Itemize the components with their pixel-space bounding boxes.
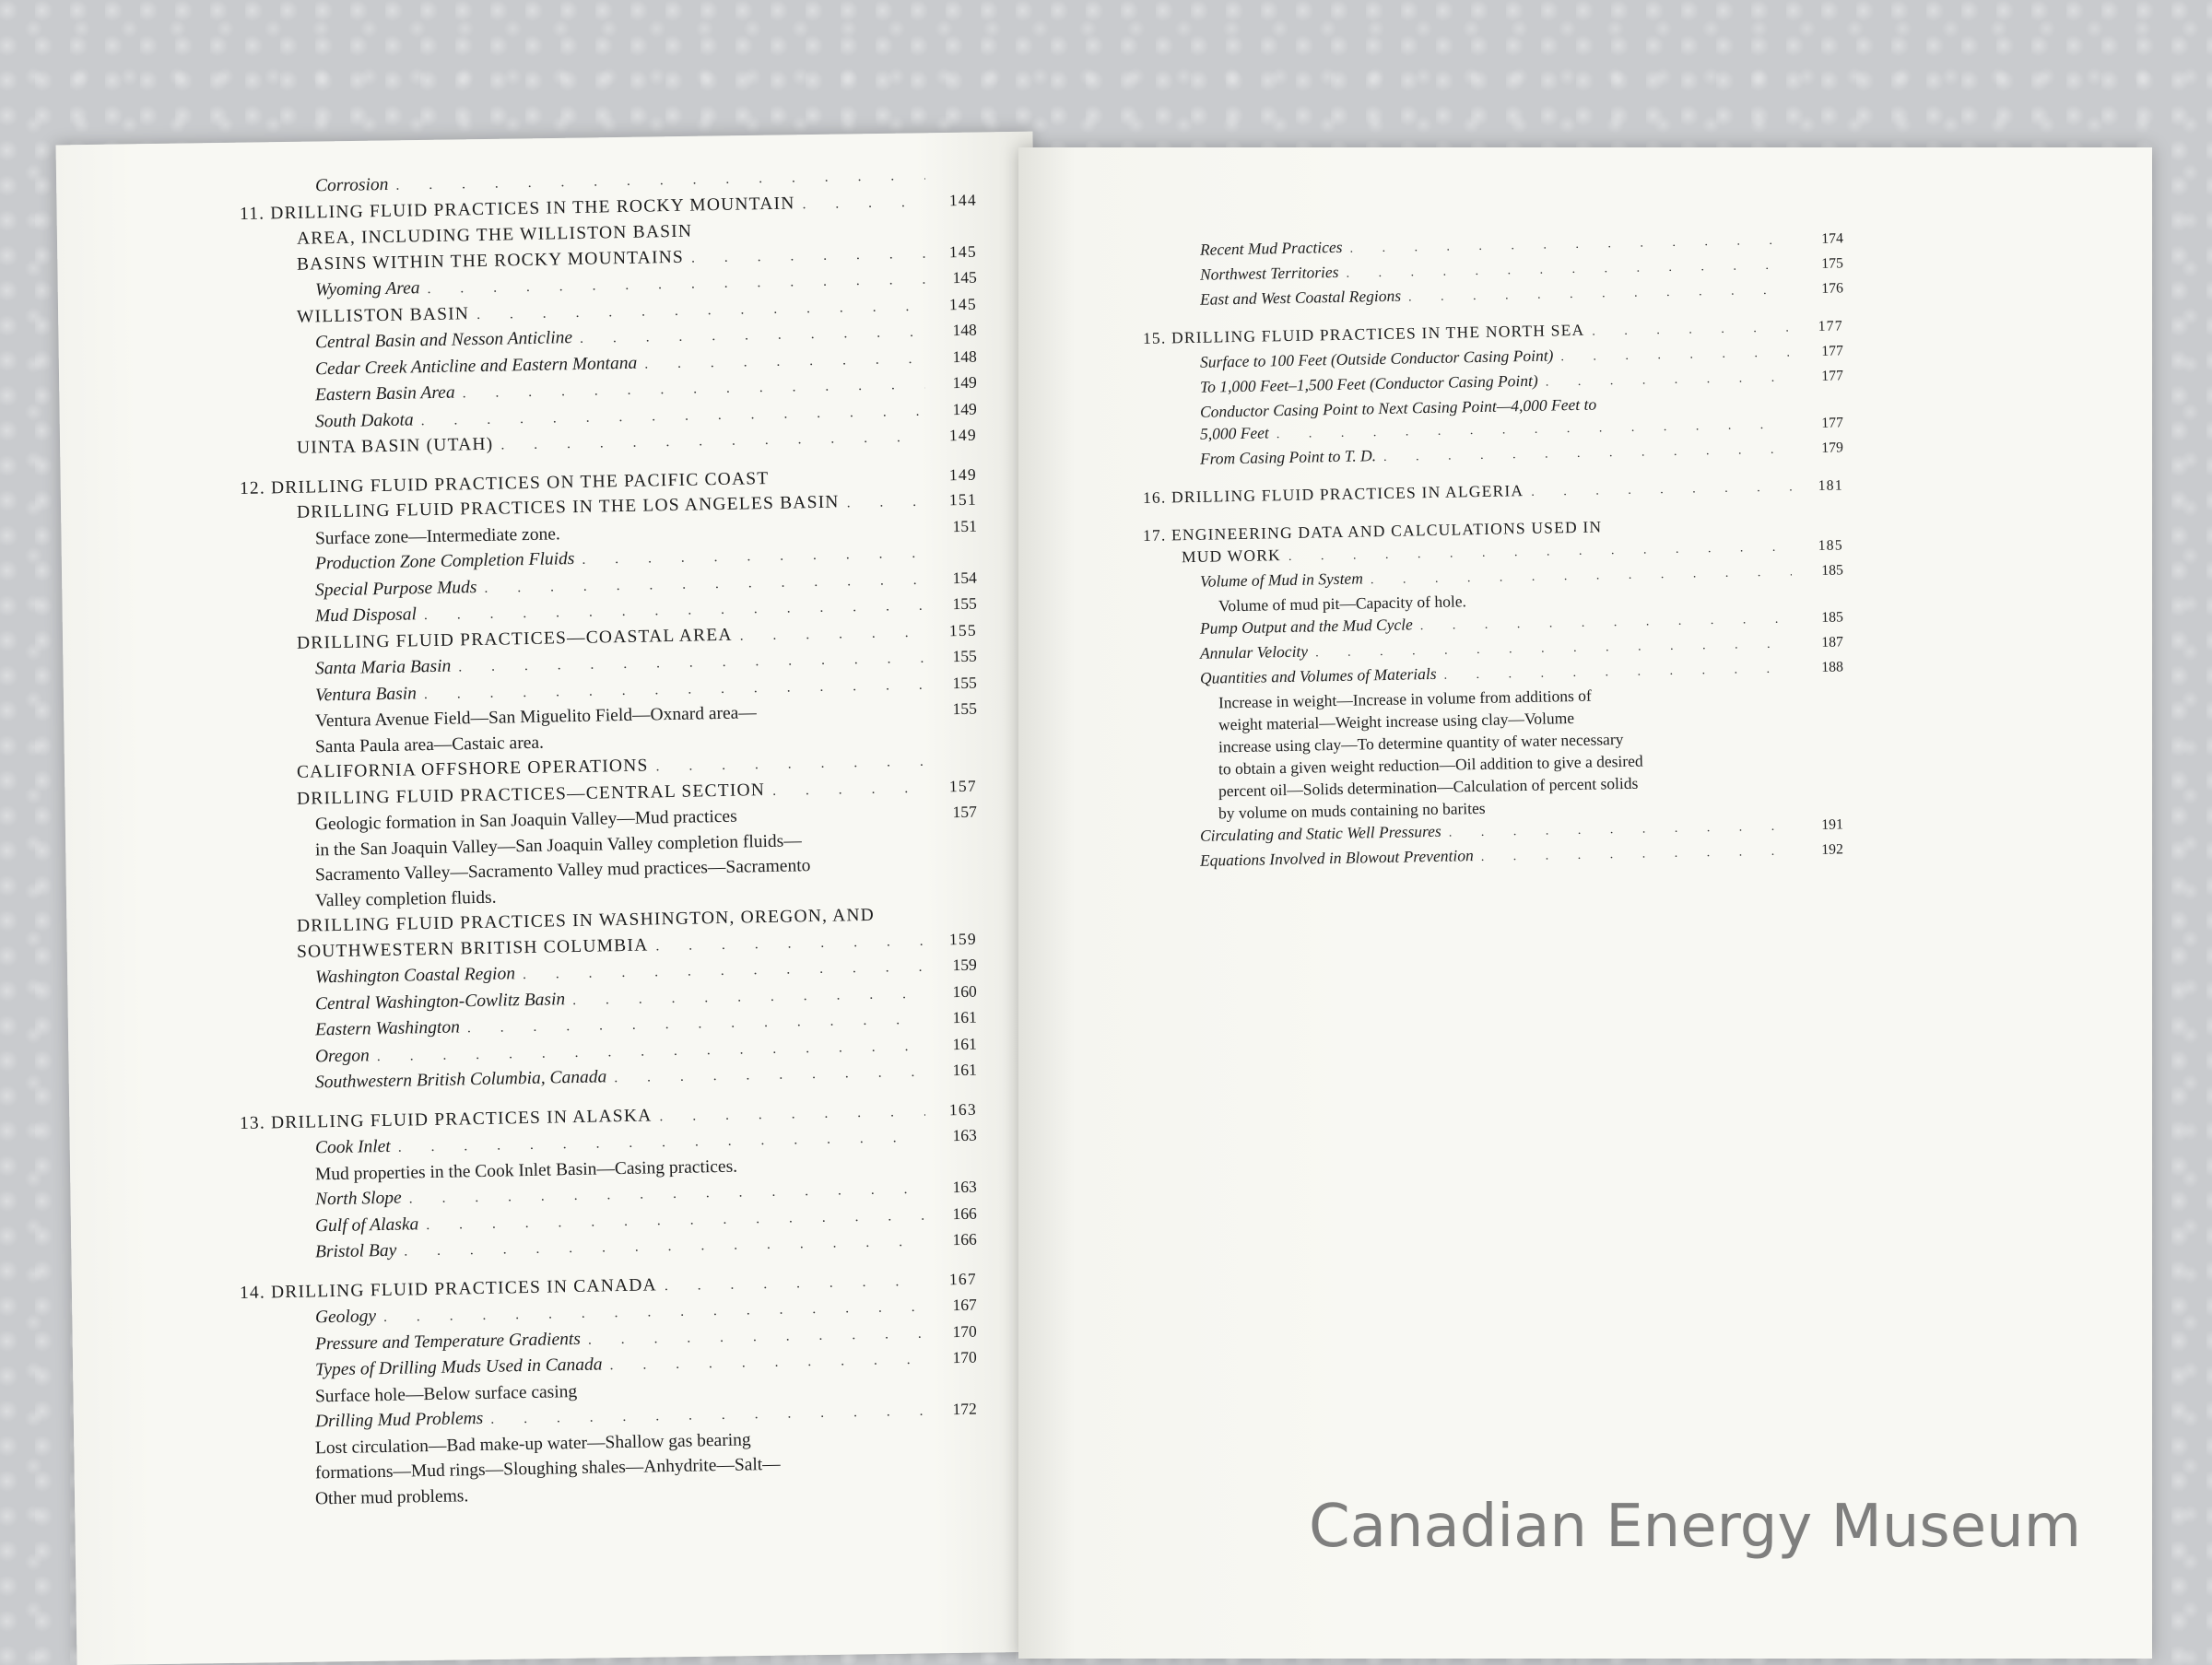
toc-entry-text: weight material—Weight increase using clay—Volume: [1218, 709, 1575, 734]
toc-page-number: [933, 919, 977, 920]
toc-entry-text: Volume of mud pit—Capacity of hole.: [1218, 592, 1467, 616]
toc-entry-text: Mud properties in the Cook Inlet Basin—Casing practices.: [314, 1156, 738, 1184]
toc-page-number: [933, 765, 977, 766]
toc-page-number: [1799, 718, 1843, 719]
dot-leader: [777, 480, 925, 483]
toc-entry-text: Recent Mud Practices: [1199, 237, 1343, 259]
toc-entry-text: East and West Coastal Regions: [1199, 286, 1402, 309]
toc-page-number: 149: [952, 372, 978, 393]
toc-entry-text: DRILLING FLUID PRACTICES—COASTAL AREA: [296, 625, 733, 653]
dot-leader: [1481, 840, 1793, 868]
toc-entry-text: Bristol Bay: [314, 1240, 397, 1262]
toc-page-number: [1799, 784, 1843, 785]
dot-leader: [802, 189, 925, 217]
toc-page-number: 154: [952, 568, 978, 587]
toc-entry-text: to obtain a given weight reduction—Oil addition to give a desired: [1218, 751, 1643, 779]
toc-entry-text: formations—Mud rings—Sloughing shales—Anhydrite—Salt—: [314, 1454, 781, 1483]
dot-leader: [809, 843, 925, 845]
toc-page-number: 145: [948, 241, 978, 261]
toc-page-number: 177: [1818, 318, 1844, 334]
toc-entry-text: Pump Output and the Mud Cycle: [1199, 615, 1413, 638]
toc-entry-text: Increase in weight—Increase in volume from additions of: [1218, 686, 1592, 712]
dot-leader: [700, 232, 925, 237]
toc-entry-text: 12. DRILLING FLUID PRACTICES ON THE PACIFIC COAST: [239, 468, 770, 498]
toc-entry-text: AREA, INCLUDING THE WILLISTON BASIN: [296, 221, 693, 249]
toc-chapter-heading: [1143, 473, 1843, 511]
toc-entry-text: Northwest Territories: [1199, 262, 1339, 284]
toc-page-number: [933, 893, 977, 894]
toc-entry-text: Sacramento Valley—Sacramento Valley mud practices—Sacramento: [314, 856, 811, 885]
dot-leader: [818, 869, 925, 871]
dot-leader: [1582, 719, 1792, 722]
toc-page-number: 187: [1821, 634, 1844, 651]
toc-page-number: [933, 1491, 977, 1492]
toc-page-number: [1799, 599, 1843, 600]
dot-leader: [476, 1492, 925, 1500]
toc-page-number: [1799, 762, 1843, 763]
dot-leader: [568, 532, 925, 538]
toc-page-number: 157: [948, 776, 978, 795]
toc-page-number: 159: [952, 955, 978, 975]
toc-page-number: 185: [1818, 537, 1844, 554]
toc-page-number: 185: [1821, 609, 1844, 626]
dot-leader: [759, 1441, 925, 1444]
dot-leader: [1604, 405, 1792, 409]
toc-entry-text: 5,000 Feet: [1199, 423, 1269, 443]
toc-page-number: [933, 868, 977, 869]
toc-entry-text: UINTA BASIN (UTAH): [296, 434, 494, 458]
toc-page-number: 170: [952, 1347, 978, 1367]
toc-page-number: 148: [952, 346, 978, 366]
toc-entry-text: Lost circulation—Bad make-up water—Shallow gas bearing: [314, 1429, 751, 1458]
toc-entry-text: Santa Paula area—Castaic area.: [314, 733, 545, 756]
dot-leader: [1645, 785, 1792, 788]
toc-entry-text: Washington Coastal Region: [314, 964, 516, 988]
toc-page-number: 170: [952, 1321, 978, 1341]
toc-page-number: 144: [948, 190, 978, 209]
right-table-of-contents: [1142, 230, 1844, 875]
toc-page-number: 145: [948, 294, 978, 313]
toc-entry-text: 17. ENGINEERING DATA AND CALCULATIONS USED IN: [1142, 517, 1603, 545]
toc-entry-text: 11. DRILLING FLUID PRACTICES IN THE ROCKY MOUNTAIN: [239, 193, 795, 224]
toc-page-number: 177: [1821, 343, 1844, 359]
left-table-of-contents: [240, 175, 977, 1513]
toc-entry-text: CALIFORNIA OFFSHORE OPERATIONS: [296, 756, 649, 782]
dot-leader: [739, 619, 925, 648]
dot-leader: [772, 775, 925, 803]
toc-page-number: 155: [948, 620, 978, 639]
toc-entry-text: Drilling Mud Problems: [314, 1408, 484, 1432]
toc-entry-text: Types of Drilling Muds Used in Canada: [314, 1354, 603, 1380]
toc-entry-text: Other mud problems.: [314, 1485, 469, 1508]
toc-entry-text: Geologic formation in San Joaquin Valley—Mud practices: [314, 806, 737, 835]
toc-page-number: 149: [952, 399, 978, 418]
dot-leader: [846, 489, 925, 516]
toc-entry-text: Surface zone—Intermediate zone.: [314, 523, 560, 548]
toc-page-number: [933, 842, 977, 843]
toc-entry-text: Circulating and Static Well Pressures: [1199, 821, 1441, 845]
toc-entry-text: Central Basin and Nesson Anticline: [314, 328, 573, 353]
toc-page-number: 191: [1821, 816, 1844, 833]
museum-watermark: Canadian Energy Museum: [1309, 1493, 2082, 1561]
toc-entry-text: Southwestern British Columbia, Canada: [314, 1067, 607, 1093]
toc-page-number: 179: [1821, 440, 1844, 456]
toc-entry-text: Special Purpose Muds: [314, 577, 477, 600]
toc-entry-text: Central Washington-Cowlitz Basin: [314, 989, 566, 1014]
toc-entry-text: Equations Involved in Blowout Prevention: [1199, 846, 1474, 870]
dot-leader: [745, 818, 925, 822]
toc-entry-text: Pressure and Temperature Gradients: [314, 1329, 582, 1354]
toc-entry-text: Surface to 100 Feet (Outside Conductor Casing Point): [1199, 346, 1554, 371]
toc-page-number: 155: [952, 593, 978, 614]
toc-entry-text: MUD WORK: [1181, 545, 1282, 567]
toc-entry-text: Quantities and Volumes of Materials: [1199, 663, 1437, 687]
toc-entry-text: 15. DRILLING FLUID PRACTICES IN THE NORTH SEA: [1142, 320, 1585, 347]
toc-page-number: [1799, 806, 1843, 807]
toc-entry-text: Geology: [314, 1307, 377, 1328]
toc-entry-text: Production Zone Completion Fluids: [314, 549, 575, 574]
toc-entry-text: by volume on muds containing no barites: [1218, 798, 1486, 823]
toc-page-number: 167: [948, 1269, 978, 1288]
toc-page-number: 161: [952, 1060, 978, 1080]
toc-entry-text: 16. DRILLING FLUID PRACTICES IN ALGERIA: [1142, 481, 1524, 507]
toc-entry-text: SOUTHWESTERN BRITISH COLUMBIA: [296, 934, 649, 962]
toc-page-number: 167: [952, 1295, 978, 1315]
toc-page-number: [1799, 527, 1843, 528]
toc-entry-text: Ventura Avenue Field—San Miguelito Field—Oxnard area—: [314, 703, 758, 732]
toc-page-number: 176: [1821, 280, 1844, 297]
toc-page-number: [933, 231, 977, 232]
toc-entry-text: Wyoming Area: [314, 278, 420, 300]
toc-entry-text: WILLISTON BASIN: [296, 303, 470, 327]
dot-leader: [614, 1060, 925, 1091]
toc-page-number: 155: [952, 698, 978, 719]
toc-page-number: [933, 179, 977, 180]
toc-entry-text: Gulf of Alaska: [314, 1214, 419, 1236]
toc-page-number: 155: [952, 673, 978, 692]
dot-leader: [1408, 279, 1792, 309]
toc-entry-text: Mud Disposal: [314, 604, 418, 627]
toc-entry-text: Oregon: [314, 1045, 371, 1066]
dot-leader: [1474, 600, 1792, 606]
toc-entry-text: in the San Joaquin Valley—San Joaquin Valley completion fluids—: [314, 830, 802, 860]
dot-leader: [1631, 741, 1792, 744]
toc-page-number: 161: [952, 1034, 978, 1053]
toc-entry-text: Cook Inlet: [314, 1136, 391, 1158]
toc-page-number: 177: [1821, 415, 1844, 431]
toc-entry-text: Ventura Basin: [314, 683, 418, 705]
toc-page-number: 166: [952, 1229, 978, 1249]
dot-leader: [1531, 476, 1792, 503]
toc-entry-text: Valley completion fluids.: [314, 887, 497, 910]
toc-page-number: 174: [1821, 230, 1844, 247]
toc-entry-text: DRILLING FLUID PRACTICES—CENTRAL SECTION: [296, 780, 766, 809]
toc-page-number: 157: [952, 802, 978, 822]
toc-entry-text: Cedar Creek Anticline and Eastern Montana: [314, 353, 638, 379]
toc-entry-text: Eastern Basin Area: [314, 382, 455, 405]
toc-page-number: 148: [952, 320, 978, 340]
toc-page-number: 181: [1818, 477, 1844, 494]
toc-entry-text: 13. DRILLING FLUID PRACTICES IN ALASKA: [239, 1105, 653, 1133]
toc-page-number: 192: [1821, 841, 1844, 858]
toc-page-number: 163: [948, 1099, 978, 1119]
toc-page-number: 159: [948, 929, 978, 948]
toc-entry-text: 14. DRILLING FLUID PRACTICES IN CANADA: [239, 1274, 658, 1303]
toc-entry-text: Corrosion: [314, 174, 389, 196]
dot-leader: [1383, 439, 1792, 468]
toc-page-number: [933, 1466, 977, 1467]
dot-leader: [745, 1167, 925, 1171]
toc-page-number: 188: [1821, 659, 1844, 675]
dot-leader: [788, 1467, 925, 1470]
toc-page-number: 151: [948, 489, 978, 510]
toc-page-number: 177: [1821, 368, 1844, 384]
toc-entry-text: Eastern Washington: [314, 1017, 461, 1040]
toc-entry-text: From Casing Point to T. D.: [1199, 446, 1377, 468]
toc-page-number: [1799, 740, 1843, 741]
toc-page-number: [933, 1440, 977, 1441]
toc-entry-text: Volume of Mud in System: [1199, 569, 1364, 591]
toc-entry-text: BASINS WITHIN THE ROCKY MOUNTAINS: [296, 247, 685, 275]
toc-page-number: 149: [948, 464, 978, 484]
toc-page-number: 163: [952, 1177, 978, 1197]
toc-entry-text: Annular Velocity: [1199, 641, 1309, 662]
toc-page-number: [1799, 696, 1843, 697]
toc-entry-text: Surface hole—Below surface casing: [314, 1381, 578, 1406]
dot-leader: [1651, 763, 1792, 766]
toc-page-number: 145: [952, 267, 978, 287]
toc-entry-text: DRILLING FLUID PRACTICES IN THE LOS ANGELES BASIN: [296, 492, 840, 522]
toc-entry-text: North Slope: [314, 1188, 402, 1210]
toc-page-number: [933, 739, 977, 740]
dot-leader: [1599, 697, 1792, 700]
dot-leader: [504, 894, 925, 902]
toc-entry-text: increase using clay—To determine quantity of water necessary: [1218, 729, 1624, 756]
toc-page-number: 151: [952, 516, 978, 535]
dot-leader: [1609, 528, 1792, 532]
toc-entry-text: Santa Maria Basin: [314, 656, 452, 679]
toc-page-number: 160: [952, 981, 978, 1001]
toc-page-number: 149: [948, 425, 978, 445]
toc-page-number: 175: [1821, 255, 1844, 272]
toc-page-number: 163: [952, 1125, 978, 1145]
toc-entry-text: To 1,000 Feet–1,500 Feet (Conductor Casing Point): [1199, 370, 1538, 396]
toc-entry-text: South Dakota: [314, 409, 414, 431]
dot-leader: [551, 740, 925, 747]
toc-page-number: 166: [952, 1203, 978, 1223]
dot-leader: [584, 1389, 925, 1396]
toc-entry-text: DRILLING FLUID PRACTICES IN WASHINGTON, OREGON, AND: [296, 905, 876, 936]
toc-entry-text: percent oil—Solids determination—Calculation of percent solids: [1218, 773, 1639, 801]
toc-entry-text: Conductor Casing Point to Next Casing Point—4,000 Feet to: [1199, 394, 1597, 421]
toc-page-number: 172: [952, 1399, 978, 1419]
dot-leader: [764, 715, 925, 718]
toc-page-number: 155: [952, 646, 978, 666]
toc-page-number: 185: [1821, 562, 1844, 579]
dot-leader: [1493, 807, 1792, 813]
toc-page-number: 161: [952, 1007, 978, 1027]
